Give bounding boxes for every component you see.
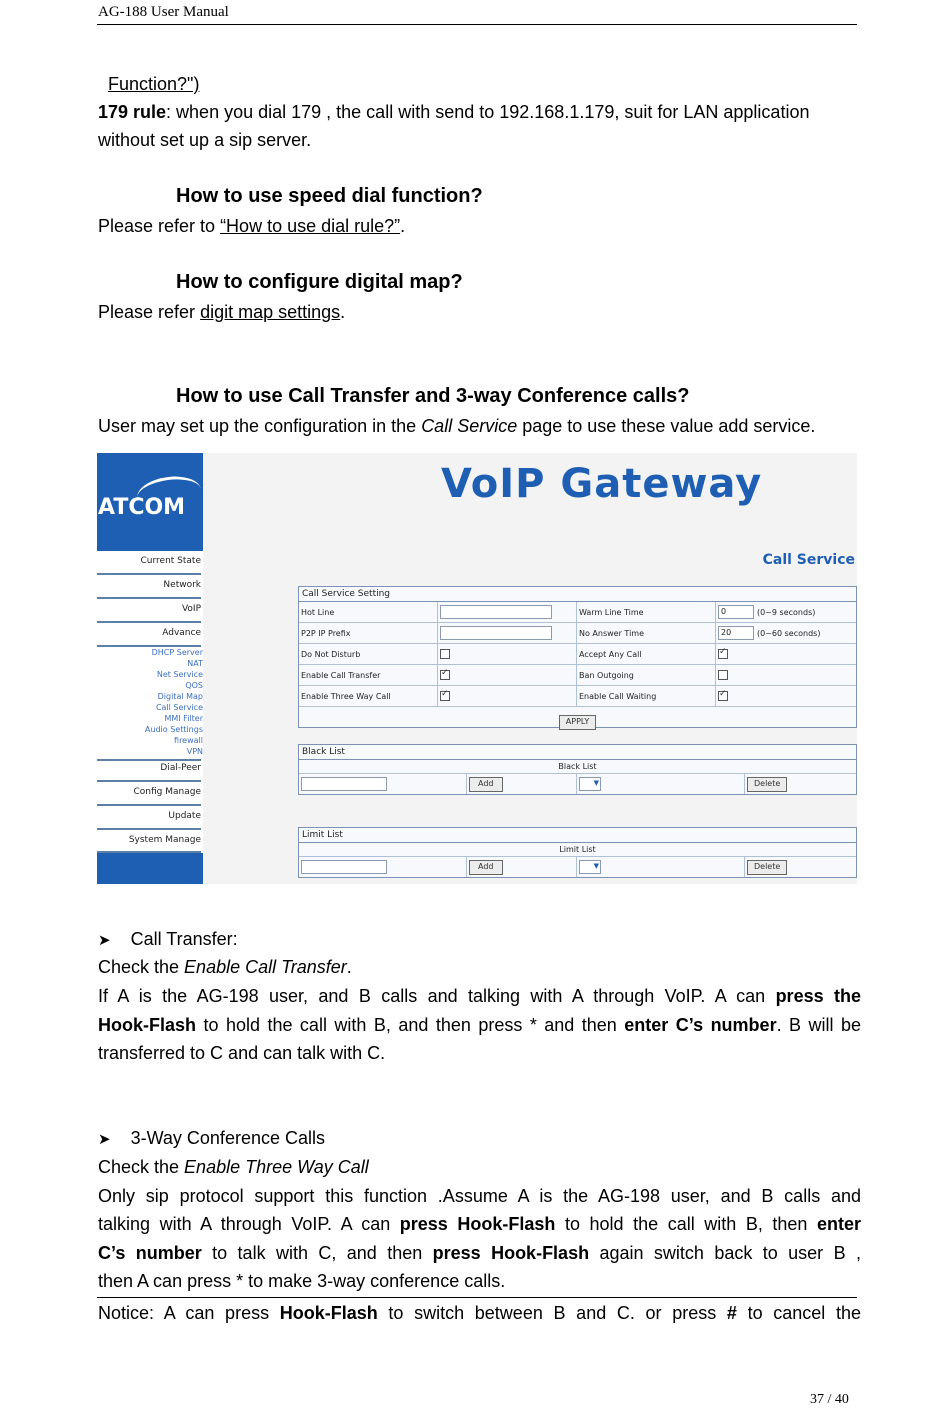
call-transfer-label: Enable Call Transfer <box>299 665 438 685</box>
continued-link[interactable]: Function?") <box>108 74 200 94</box>
setting-caption: Call Service Setting <box>299 587 856 602</box>
gateway-title: VoIP Gateway <box>441 461 763 507</box>
check-em: Enable Call Transfer <box>184 957 347 977</box>
nav-network[interactable]: Network <box>163 580 201 590</box>
section-rule <box>97 1297 857 1298</box>
nav-update[interactable]: Update <box>168 811 201 821</box>
hot-line-label: Hot Line <box>299 602 438 622</box>
page-title: Call Service <box>762 552 855 568</box>
limit-list-input[interactable] <box>301 860 387 874</box>
check-pre: Check the <box>98 957 185 977</box>
tw-line-1: Only sip protocol support this function .Assume A is the AG-198 user, and B calls and <box>98 1186 861 1206</box>
nav-divider <box>97 573 201 575</box>
speed-dial-link[interactable]: “How to use dial rule?” <box>220 216 401 236</box>
warm-line-input[interactable]: 0 <box>718 605 754 619</box>
speed-dial-pre: Please refer to <box>98 216 221 236</box>
limit-list-table <box>298 827 857 878</box>
black-list-table <box>298 744 857 795</box>
limit-list-select[interactable] <box>579 860 601 874</box>
accept-any-label: Accept Any Call <box>577 644 716 664</box>
ct-l2a: Hook-Flash <box>98 1015 197 1035</box>
black-list-delete-button[interactable]: Delete <box>747 777 787 792</box>
apply-button[interactable]: APPLY <box>559 715 596 730</box>
limit-list-add-button[interactable]: Add <box>469 860 503 875</box>
black-list-header: Black List <box>299 760 856 774</box>
hot-line-input[interactable] <box>440 605 552 619</box>
notice-line <box>98 1299 861 1327</box>
digital-map-pre: Please refer <box>98 302 201 322</box>
digital-map-link[interactable]: digit map settings <box>200 302 341 322</box>
ct-l1a: If A is the AG-198 user, and B calls and talking with A through VoIP. A can <box>98 986 776 1006</box>
nav-advance[interactable]: Advance <box>162 628 201 638</box>
ct-line-1 <box>98 982 861 1010</box>
digital-map-post: . <box>340 302 346 322</box>
arrow-bullet-icon: ➤ <box>98 932 111 949</box>
notice-d: # <box>726 1303 737 1323</box>
dnd-checkbox[interactable] <box>440 649 450 659</box>
continued-text <box>98 70 199 98</box>
tw-line-4: then A can press * to make 3-way conference calls. <box>98 1271 506 1291</box>
nav-divider <box>97 780 201 782</box>
call-service-intro <box>98 412 815 440</box>
page-number: 37 / 40 <box>810 1392 849 1407</box>
three-way-label: Enable Three Way Call <box>299 686 438 706</box>
nav-system-manage[interactable]: System Manage <box>128 835 201 845</box>
nav-divider <box>97 804 201 806</box>
nav-divider <box>97 759 201 761</box>
tw-l3d: again switch back to user B , <box>589 1243 861 1263</box>
call-service-setting-table <box>298 586 857 728</box>
call-transfer-heading: How to use Call Transfer and 3-way Conference calls? <box>176 385 690 407</box>
dnd-label: Do Not Disturb <box>299 644 438 664</box>
ban-outgoing-label: Ban Outgoing <box>577 665 716 685</box>
p2p-prefix-label: P2P IP Prefix <box>299 623 438 643</box>
atcom-logo <box>97 453 203 551</box>
sub-dhcp-server[interactable]: DHCP Server <box>151 648 203 657</box>
no-answer-unit: (0~60 seconds) <box>757 628 821 638</box>
warm-line-label: Warm Line Time <box>577 602 716 622</box>
rule-179-text-2: without set up a sip server. <box>98 130 312 150</box>
bullet-three-way-text: 3-Way Conference Calls <box>130 1128 325 1148</box>
p2p-prefix-input[interactable] <box>440 626 552 640</box>
ct-l2b: to hold the call with B, and then press * and then <box>196 1015 625 1035</box>
notice-b: Hook-Flash <box>279 1303 378 1323</box>
bullet-call-transfer <box>98 925 238 955</box>
nav-voip[interactable]: VoIP <box>181 604 201 614</box>
no-answer-input[interactable]: 20 <box>718 626 754 640</box>
table-row <box>299 644 856 665</box>
table-row <box>299 665 856 686</box>
table-row <box>299 686 856 707</box>
limit-list-header: Limit List <box>299 843 856 857</box>
digital-map-paragraph <box>98 298 345 326</box>
check-post: . <box>346 957 352 977</box>
sidebar-footer <box>97 853 203 884</box>
tw-line-3 <box>98 1239 861 1267</box>
speed-dial-post: . <box>400 216 406 236</box>
header-rule <box>97 24 857 25</box>
bullet-call-transfer-text: Call Transfer: <box>130 929 238 949</box>
nav-divider <box>97 645 201 647</box>
nav-current-state[interactable]: Current State <box>140 556 201 566</box>
running-header: AG-188 User Manual <box>98 4 229 20</box>
tw-line-2 <box>98 1210 861 1238</box>
tw-l2d: enter <box>816 1214 861 1234</box>
notice-c: to switch between B and C. or press <box>377 1303 727 1323</box>
speed-dial-heading: How to use speed dial function? <box>176 185 483 207</box>
nav-divider <box>97 597 201 599</box>
intro-pre: User may set up the configuration in the <box>98 416 422 436</box>
logo-text: ATCOM <box>98 495 186 520</box>
black-list-select[interactable] <box>579 777 601 791</box>
notice-e: to cancel the <box>736 1303 861 1323</box>
ct-l1b: press the <box>775 986 861 1006</box>
arrow-bullet-icon: ➤ <box>98 1131 111 1148</box>
nav-divider <box>97 621 201 623</box>
table-row <box>299 774 856 794</box>
tw-l3a: C’s number <box>98 1243 202 1263</box>
nav-divider <box>97 828 201 830</box>
table-row <box>299 623 856 644</box>
sub-call-service[interactable]: Call Service <box>155 703 203 712</box>
check-call-transfer <box>98 953 352 981</box>
three-way-checkbox[interactable] <box>440 691 450 701</box>
bullet-three-way <box>98 1124 325 1154</box>
tw-l2a: talking with A through VoIP. A can <box>98 1214 400 1234</box>
sub-audio-settings[interactable]: Audio Settings <box>144 725 203 734</box>
apply-row <box>299 707 856 727</box>
digital-map-heading: How to configure digital map? <box>176 271 463 293</box>
ct-line-2 <box>98 1011 861 1039</box>
ct-l2d: . B will be <box>776 1015 861 1035</box>
tw-l2c: to hold the call with B, then <box>555 1214 817 1234</box>
sub-vpn[interactable]: VPN <box>186 747 203 756</box>
tw-l3c: press Hook-Flash <box>432 1243 590 1263</box>
black-list-add-button[interactable]: Add <box>469 777 503 792</box>
call-waiting-checkbox[interactable] <box>718 691 728 701</box>
sub-firewall[interactable]: firewall <box>174 736 203 745</box>
sub-qos[interactable]: QOS <box>185 681 203 690</box>
nav-dial-peer[interactable]: Dial-Peer <box>160 763 201 773</box>
ban-outgoing-checkbox[interactable] <box>718 670 728 680</box>
call-waiting-label: Enable Call Waiting <box>577 686 716 706</box>
speed-dial-paragraph <box>98 212 405 240</box>
tw-l3b: to talk with C, and then <box>201 1243 433 1263</box>
sidebar <box>97 453 203 884</box>
no-answer-label: No Answer Time <box>577 623 716 643</box>
tw-check-pre: Check the <box>98 1157 185 1177</box>
sub-nat[interactable]: NAT <box>187 659 203 668</box>
call-transfer-checkbox[interactable] <box>440 670 450 680</box>
table-row <box>299 857 856 877</box>
nav-config-manage[interactable]: Config Manage <box>133 787 201 797</box>
limit-list-delete-button[interactable]: Delete <box>747 860 787 875</box>
tw-l2b: press Hook-Flash <box>399 1214 556 1234</box>
notice-a: Notice: A can press <box>98 1303 280 1323</box>
sub-mmi-filter[interactable]: MMI Filter <box>164 714 203 723</box>
accept-any-checkbox[interactable] <box>718 649 728 659</box>
limit-list-caption: Limit List <box>299 828 856 843</box>
intro-post: page to use these value add service. <box>517 416 816 436</box>
sub-net-service[interactable]: Net Service <box>156 670 203 679</box>
rule-179-text: : when you dial 179 , the call with send to 192.168.1.179, suit for LAN application <box>166 102 810 122</box>
intro-em: Call Service <box>421 416 518 436</box>
rule-179-paragraph <box>98 98 809 126</box>
call-service-screenshot <box>97 453 857 884</box>
tw-check-em: Enable Three Way Call <box>184 1157 369 1177</box>
warm-line-unit: (0~9 seconds) <box>757 607 816 617</box>
rule-179-term: 179 rule <box>98 102 167 122</box>
black-list-caption: Black List <box>299 745 856 760</box>
ct-line-3: transferred to C and can talk with C. <box>98 1043 386 1063</box>
sub-digital-map[interactable]: Digital Map <box>157 692 203 701</box>
ct-l2c: enter C’s number <box>624 1015 777 1035</box>
black-list-input[interactable] <box>301 777 387 791</box>
check-three-way <box>98 1153 369 1181</box>
table-row <box>299 602 856 623</box>
